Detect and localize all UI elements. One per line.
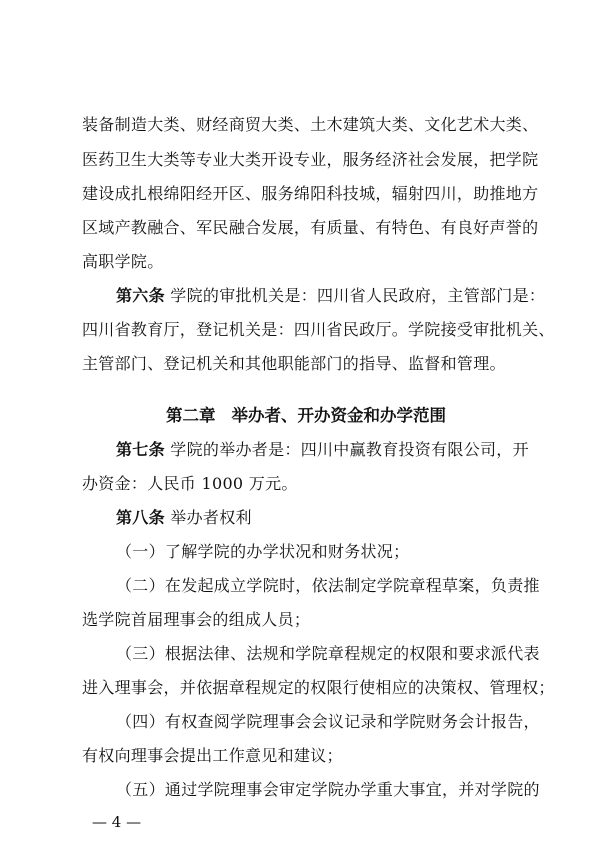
article-8-item-cont: 有权向理事会提出工作意见和建议； bbox=[82, 746, 343, 765]
paragraph-line: 装备制造大类、财经商贸大类、土木建筑大类、文化艺术大类、 bbox=[82, 115, 539, 134]
chapter-heading bbox=[0, 406, 612, 426]
article-8-heading: 举办者权利 bbox=[170, 508, 252, 527]
article-7-label: 第七条 bbox=[116, 440, 165, 459]
article-6-line: 四川省教育厅，登记机关是：四川省民政厅。学院接受审批机关、 bbox=[82, 320, 555, 339]
article-6-first-line bbox=[116, 286, 546, 306]
chapter-number: 第二章 bbox=[166, 406, 216, 425]
article-8-item-cont: 选学院首届理事会的组成人员； bbox=[82, 610, 311, 629]
article-7-text: 学院的举办者是：四川中赢教育投资有限公司，开 bbox=[170, 440, 529, 459]
article-8-item: （三）根据法律、法规和学院章程规定的权限和要求派代表 bbox=[116, 644, 540, 663]
paragraph-line: 区域产教融合、军民融合发展，有质量、有特色、有良好声誉的 bbox=[82, 218, 539, 237]
paragraph-line: 建设成扎根绵阳经开区、服务绵阳科技城，辐射四川，助推地方 bbox=[82, 184, 539, 203]
article-8-first-line bbox=[116, 508, 534, 528]
page-number: — 4 — bbox=[92, 813, 142, 831]
article-6-line: 主管部门、登记机关和其他职能部门的指导、监督和管理。 bbox=[82, 354, 506, 373]
article-6-text: 学院的审批机关是：四川省人民政府，主管部门是： bbox=[170, 286, 546, 305]
article-8-item: （二）在发起成立学院时，依法制定学院章程草案，负责推 bbox=[116, 576, 540, 595]
article-8-item: （四）有权查阅学院理事会会议记录和学院财务会计报告， bbox=[116, 712, 540, 731]
article-7-line: 办资金：人民币 1000 万元。 bbox=[82, 474, 298, 493]
article-6-label: 第六条 bbox=[116, 286, 165, 305]
paragraph-line: 高职学院。 bbox=[82, 252, 164, 271]
article-8-item: （一）了解学院的办学状况和财务状况； bbox=[116, 542, 410, 561]
article-7-first-line bbox=[116, 440, 534, 460]
article-8-item-cont: 进入理事会，并依据章程规定的权限行使相应的决策权、管理权； bbox=[82, 678, 555, 697]
paragraph-line: 医药卫生大类等专业大类开设专业，服务经济社会发展，把学院 bbox=[82, 150, 539, 169]
article-8-item: （五）通过学院理事会审定学院办学重大事宜，并对学院的 bbox=[116, 780, 540, 799]
article-8-label: 第八条 bbox=[116, 508, 165, 527]
chapter-title: 举办者、开办资金和办学范围 bbox=[231, 406, 446, 425]
